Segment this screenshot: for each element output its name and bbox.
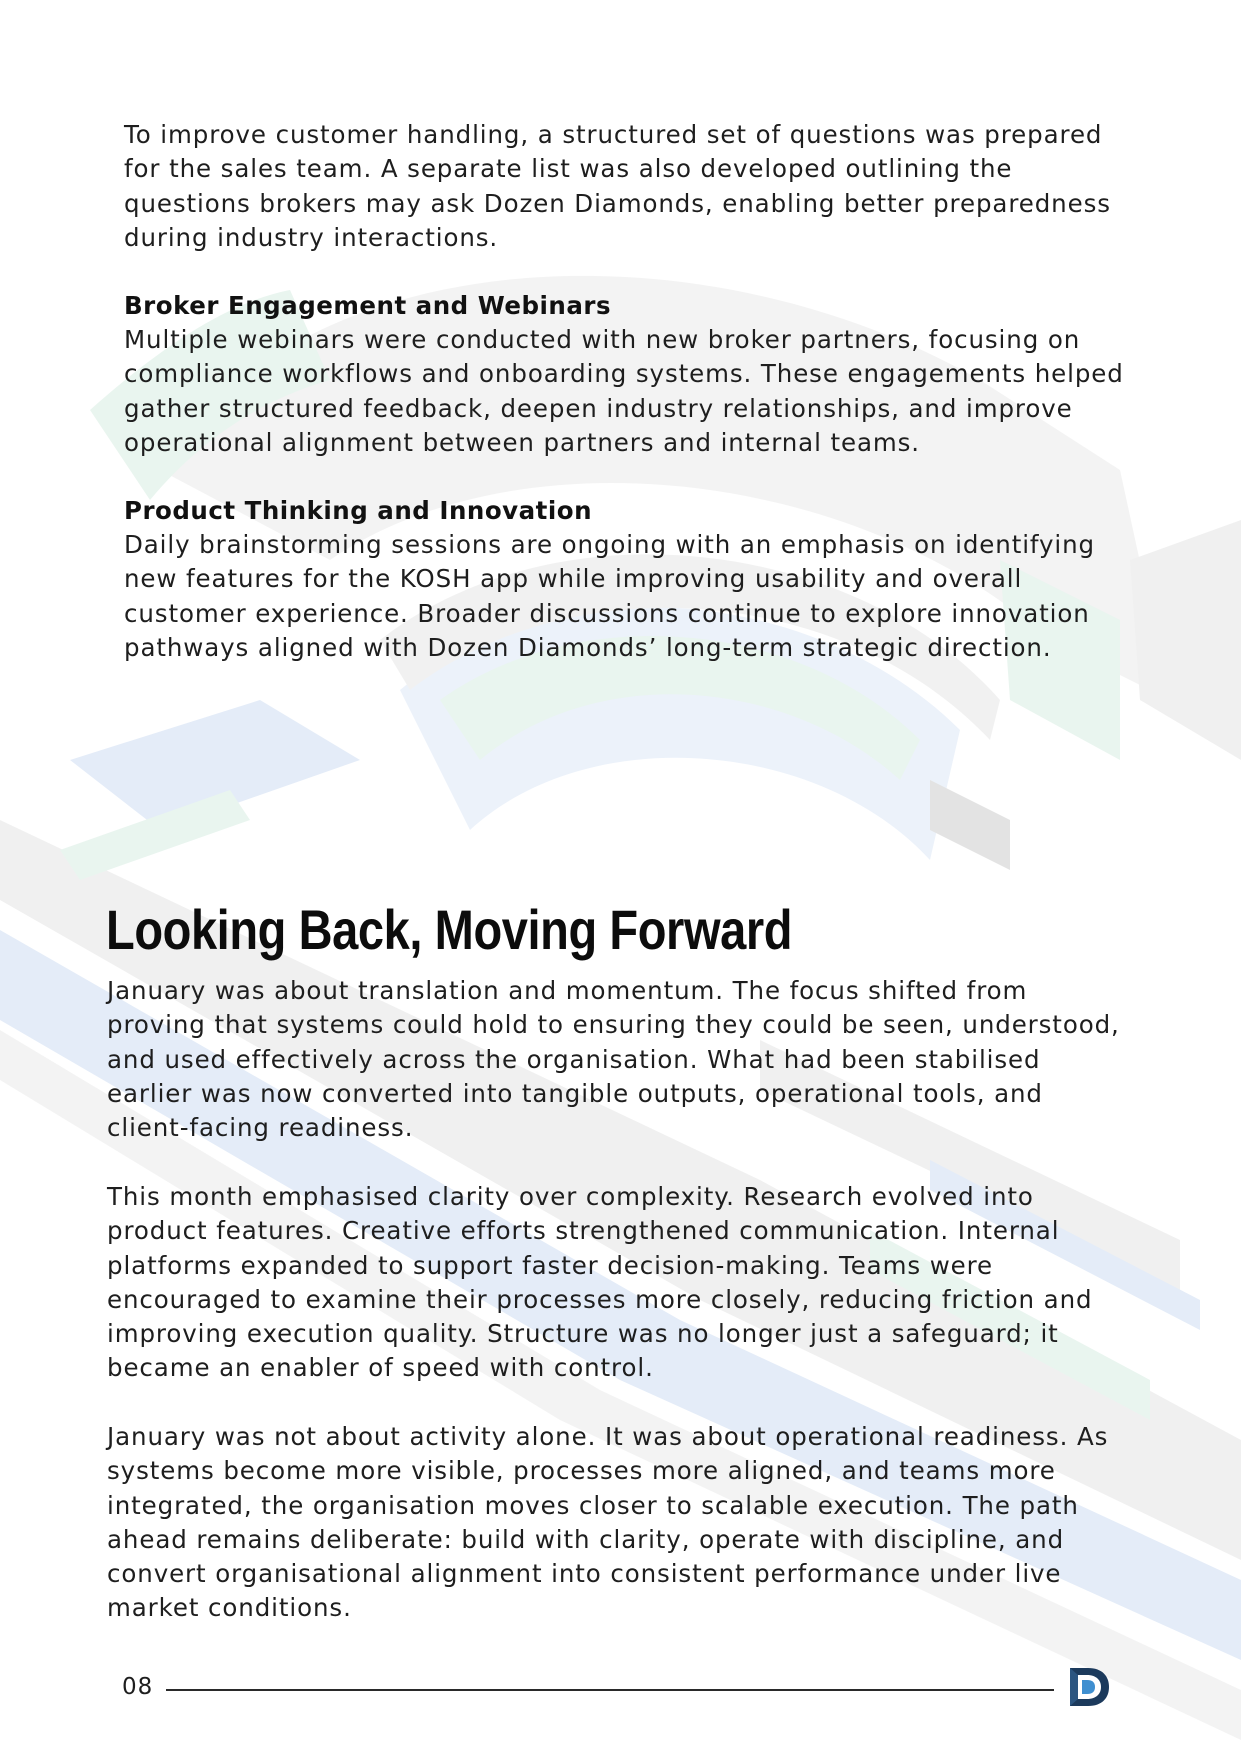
section-title-product-thinking: Product Thinking and Innovation bbox=[124, 496, 593, 525]
page-number: 08 bbox=[122, 1674, 154, 1700]
section-body-product-thinking: Daily brainstorming sessions are ongoing with an emphasis on identifying new features for the KOSH app while improving usability and overall customer experience. Broader discussions continue to explore innovation pathways aligned with Dozen Diamonds’ long-term strategic direction. bbox=[124, 530, 1095, 662]
intro-paragraph: To improve customer handling, a structured set of questions was prepared for the sales team. A separate list was also developed outlining the questions brokers may ask Dozen Diamonds, enabling better preparedness during industry interactions. bbox=[124, 120, 1111, 252]
closing-paragraph-1: January was about translation and momentum. The focus shifted from proving that systems could hold to ensuring they could be seen, understood, and used effectively across the organisation. What had been stabilised earlier was now converted into tangible outputs, operational tools, and client-facing readiness. bbox=[107, 976, 1120, 1143]
page-heading: Looking Back, Moving Forward bbox=[106, 898, 793, 961]
section-title-broker-engagement: Broker Engagement and Webinars bbox=[124, 291, 612, 320]
dozen-diamonds-logo-icon bbox=[1066, 1664, 1112, 1710]
closing-paragraph-3: January was not about activity alone. It was about operational readiness. As systems become more visible, processes more aligned, and teams more integrated, the organisation moves closer to scalable execution. The path ahead remains deliberate: build with clarity, operate with discipline, and convert organisational alignment into consistent performance under live market conditions. bbox=[107, 1422, 1109, 1623]
footer-divider bbox=[166, 1689, 1054, 1691]
section-body-broker-engagement: Multiple webinars were conducted with new broker partners, focusing on compliance workflows and onboarding systems. These engagements helped gather structured feedback, deepen industry relationships, and improve operational alignment between partners and internal teams. bbox=[124, 325, 1124, 457]
closing-paragraph-2: This month emphasised clarity over complexity. Research evolved into product features. Creative efforts strengthened communication. Internal platforms expanded to support faster decision-making. Teams were encouraged to examine their processes more closely, reducing friction and improving execution quality. Structure was no longer just a safeguard; it became an enabler of speed with control. bbox=[107, 1182, 1093, 1383]
